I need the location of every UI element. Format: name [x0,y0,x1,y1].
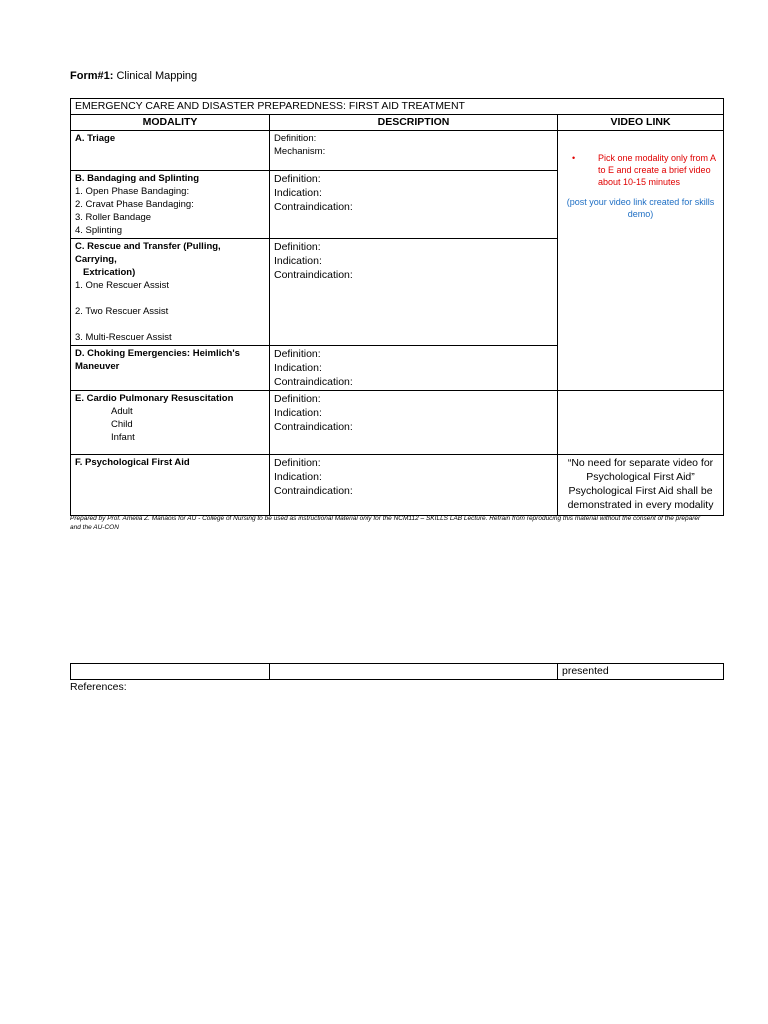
references-heading: References: [70,681,127,693]
footnote: Prepared by Prof. Amelia Z. Manaois for AU - College of Nursing to be used as instructional Material only for the NCM112 – SKILLS LAB Lecture. Refrain from reproducing this material without the consent of the preparer and the AU-CON [70,515,701,531]
desc-label: Definition: [274,348,321,360]
modality-item: 3. Roller Bandage [75,212,152,223]
description-cell[interactable] [270,131,558,171]
desc-label: Indication: [274,471,322,483]
modality-cell [71,346,270,391]
modality-cell [71,391,270,455]
desc-label: Indication: [274,187,322,199]
desc-label: Contraindication: [274,485,353,497]
bullet-icon: • [572,153,576,163]
clinical-mapping-table [70,98,724,516]
desc-label: Contraindication: [274,421,353,433]
modality-item: 2. Cravat Phase Bandaging: [75,199,194,210]
continuation-table [70,663,724,680]
description-cell[interactable] [270,171,558,239]
modality-title: C. Rescue and Transfer (Pulling, Carrying, [75,241,221,265]
desc-label: Indication: [274,255,322,267]
table-row [71,455,724,516]
modality-title: B. Bandaging and Splinting [75,173,200,184]
modality-item: 1. One Rescuer Assist [75,280,169,291]
empty-cell[interactable] [71,664,270,680]
modality-item: 1. Open Phase Bandaging: [75,186,190,197]
video-link-cell[interactable] [558,455,724,516]
modality-item: 4. Splinting [75,225,123,236]
modality-title-cont: Extrication) [83,267,136,278]
video-link-cell[interactable] [558,131,724,391]
desc-label: Definition: [274,393,321,405]
empty-cell[interactable] [270,664,558,680]
description-cell[interactable] [270,346,558,391]
modality-cell [71,171,270,239]
form-title [70,70,197,82]
modality-title: D. Choking Emergencies: Heimlich's Maneuver [75,348,240,372]
form-number: Form#1: [70,70,114,82]
modality-cell [71,239,270,346]
form-name: Clinical Mapping [113,70,198,82]
table-row [71,391,724,455]
desc-label: Contraindication: [274,201,353,213]
desc-label: Contraindication: [274,376,353,388]
desc-label: Definition: [274,133,317,144]
video-link-cell-empty[interactable] [558,391,724,455]
modality-item: 3. Multi-Rescuer Assist [75,332,172,343]
description-cell[interactable] [270,455,558,516]
modality-item: Adult [111,406,133,417]
video-post-note: (post your video link created for skills demo) [566,197,715,219]
pfa-video-note: “No need for separate video for Psychological First Aid” Psychological First Aid shall be demonstrated in every modality [567,457,714,511]
description-cell[interactable] [270,391,558,455]
modality-item: Child [111,419,133,430]
description-cell[interactable] [270,239,558,346]
table-banner: EMERGENCY CARE AND DISASTER PREPAREDNESS: FIRST AID TREATMENT [71,99,724,115]
modality-cell [71,455,270,516]
header-modality: MODALITY [71,115,270,131]
video-instruction-text: Pick one modality only from A to E and create a brief video about 10-15 minutes [598,153,716,187]
modality-item: Infant [111,432,135,443]
modality-cell [71,131,270,171]
table-row [71,664,724,680]
presented-cell[interactable]: presented [558,664,724,680]
desc-label: Contraindication: [274,269,353,281]
modality-title: A. Triage [75,133,116,144]
header-description: DESCRIPTION [270,115,558,131]
desc-label: Definition: [274,173,321,185]
desc-label: Indication: [274,407,322,419]
desc-label: Mechanism: [274,146,326,157]
modality-item: 2. Two Rescuer Assist [75,306,169,317]
desc-label: Indication: [274,362,322,374]
modality-title: F. Psychological First Aid [75,457,190,468]
table-row [71,131,724,171]
desc-label: Definition: [274,457,321,469]
modality-title: E. Cardio Pulmonary Resuscitation [75,393,234,404]
desc-label: Definition: [274,241,321,253]
video-instruction [572,152,719,188]
header-video-link: VIDEO LINK [558,115,724,131]
